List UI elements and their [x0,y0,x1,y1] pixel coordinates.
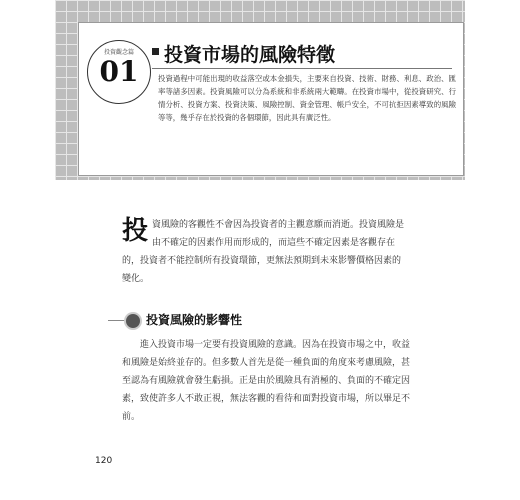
intro-text: 資風險的客觀性不會因為投資者的主觀意願而消逝。投資風險是由不確定的因素作用而形成的，而這些不確定因素是客觀存在的，投資者不能控制所有投資環節，更無法預期到未來影響價格因素的變化。 [122,220,405,284]
chapter-summary: 投資過程中可能出現的收益落空或本金損失，主要來自投資、技術、財務、利息、政治、匯率等諸多因素。投資風險可以分為系統和非系統兩大範疇。在投資市場中，從投資研究、行情分析、投資方案、投資決策、風險控制、資金管理、帳戶安全，不可抗拒因素導致的風險等等，幾乎存在於投資的各個環節，因此具有廣泛性。 [158,74,456,122]
chapter-number: 01 [99,55,139,88]
chapter-badge [87,40,151,104]
chapter-title: 投資市場的風險特徵 [164,44,336,66]
intro-paragraph [122,216,408,288]
section-paragraph: 進入投資市場一定要有投資風險的意識。因為在投資市場之中，收益和風險是始終並存的。但多數人首先是從一種負面的角度來考慮風險，甚至認為有風險就會發生虧損。正是由於風險具有消極的、負面的不確定因素，致使許多人不敢正視，無法客觀的看待和面對投資市場，所以畢足不前。 [122,340,411,422]
section-circle-icon [124,312,142,330]
drop-cap: 投 [122,216,149,246]
badge-label: 投資觀念篇 [103,49,134,56]
page-number: 120 [95,456,113,466]
title-bar [152,42,452,66]
section-heading: 投資風險的影響性 [146,313,243,327]
title-marker-icon [152,48,159,55]
title-divider [152,68,452,69]
